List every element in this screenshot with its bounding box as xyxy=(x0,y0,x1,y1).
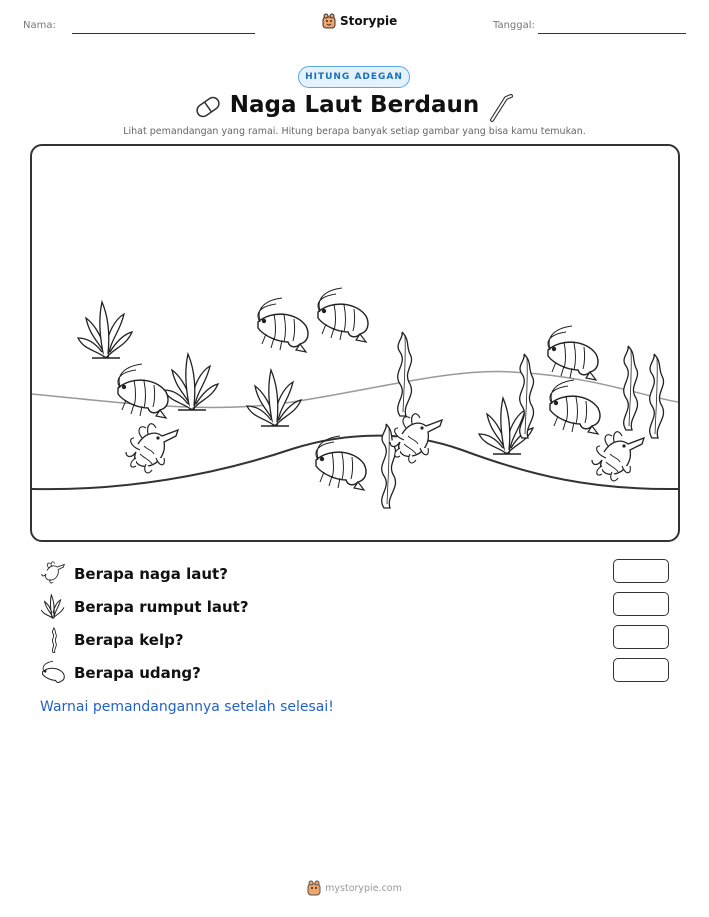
activity-badge: HITUNG ADEGAN xyxy=(298,66,410,88)
page-title: Naga Laut Berdaun xyxy=(229,92,480,118)
question-row-seaweed xyxy=(40,593,249,621)
coloring-note: Warnai pemandangannya setelah selesai! xyxy=(40,699,334,715)
brand-name: Storypie xyxy=(340,14,398,28)
shrimp-5 xyxy=(550,380,600,434)
scene-illustration xyxy=(32,146,678,540)
storypie-mascot-icon xyxy=(322,13,336,29)
shrimp-2 xyxy=(258,298,308,352)
question-text: Berapa rumput laut? xyxy=(74,598,249,616)
question-row-sea-dragon xyxy=(40,560,228,588)
question-row-shrimp xyxy=(40,659,201,687)
question-text: Berapa kelp? xyxy=(74,631,184,649)
answer-box-shrimp[interactable] xyxy=(613,658,669,682)
brand-logo xyxy=(322,13,397,29)
seaweed-icon xyxy=(40,594,66,620)
kelp-icon xyxy=(40,627,66,653)
sea-dragon-icon xyxy=(40,561,66,587)
seaweed-3 xyxy=(247,370,301,426)
shrimp-3 xyxy=(318,288,368,342)
page-subtitle: Lihat pemandangan yang ramai. Hitung berapa banyak setiap gambar yang bisa kamu temukan. xyxy=(123,126,586,137)
kelp-4 xyxy=(624,346,638,430)
kelp-3 xyxy=(520,354,534,438)
sea-dragon-1 xyxy=(126,424,178,473)
sea-dragon-3 xyxy=(592,432,644,481)
name-label: Nama: xyxy=(23,20,56,31)
answer-box-kelp[interactable] xyxy=(613,625,669,649)
sea-dragon-2 xyxy=(390,414,442,463)
kelp-1 xyxy=(398,332,412,416)
date-line[interactable] xyxy=(538,33,686,34)
name-line[interactable] xyxy=(72,33,255,34)
shrimp-1 xyxy=(118,364,168,418)
question-text: Berapa udang? xyxy=(74,664,201,682)
seaweed-2 xyxy=(164,354,218,410)
footer-url[interactable]: mystorypie.com xyxy=(325,882,402,894)
question-row-kelp xyxy=(40,626,184,654)
answer-box-seaweed[interactable] xyxy=(613,592,669,616)
footer xyxy=(0,880,709,896)
question-text: Berapa naga laut? xyxy=(74,565,228,583)
answer-box-sea-dragon[interactable] xyxy=(613,559,669,583)
counting-scene xyxy=(30,144,680,542)
shrimp-4 xyxy=(548,326,598,380)
shrimp-6 xyxy=(316,436,366,490)
date-label: Tanggal: xyxy=(493,20,535,31)
seaweed-1 xyxy=(78,302,132,358)
storypie-mascot-icon xyxy=(307,880,321,896)
straw-icon xyxy=(486,92,514,122)
kelp-5 xyxy=(650,354,664,438)
shrimp-icon xyxy=(40,660,66,686)
